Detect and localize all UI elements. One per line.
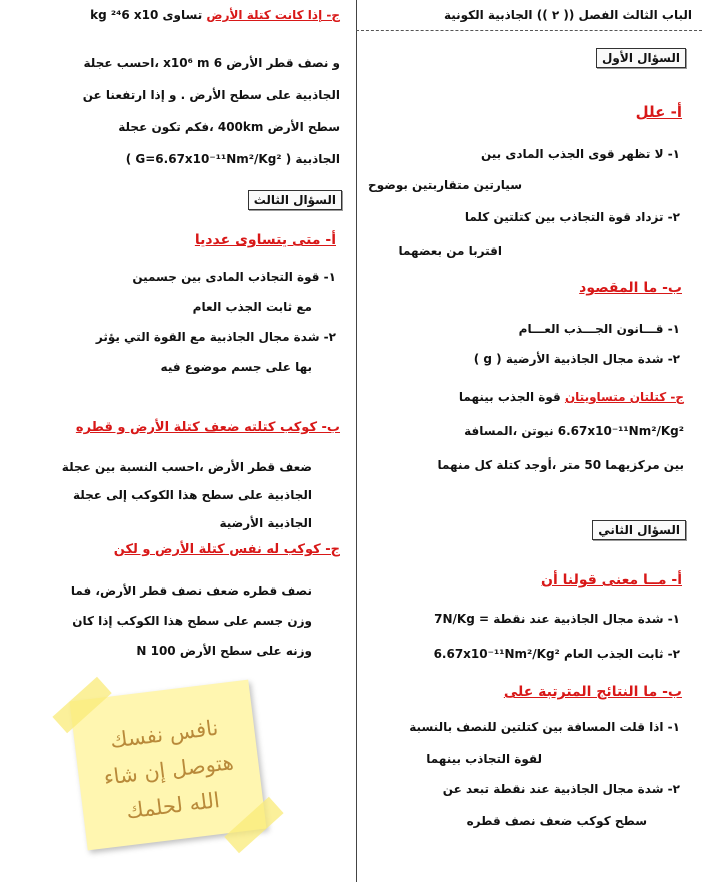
left-c-value: تساوى kg ²⁴6 x10 xyxy=(90,8,203,22)
q1-c-title: ج- كتلتان متساويتان xyxy=(564,390,684,404)
chapter-header-text: الباب الثالث الفصل (( ٢ )) الجاذبية الكونية xyxy=(443,8,692,22)
q2-b2b: سطح كوكب ضعف نصف قطره xyxy=(466,814,647,828)
header-underline xyxy=(356,30,702,31)
q3-title: السؤال الثالث xyxy=(248,190,342,210)
q3-b2: الجاذبية على سطح هذا الكوكب إلى عجلة xyxy=(72,488,312,502)
left-c-line1: و نصف قطر الأرض 6 x10⁶ m ،احسب عجلة xyxy=(83,56,340,70)
q3-a-title: أ- متى يتساوى عدديا xyxy=(194,232,336,248)
q1-c-line2: 6.67x10⁻¹¹Nm²/Kg² نيوتن ،المسافة xyxy=(464,424,684,438)
q2-b-title: ب- ما النتائج المترتبة على xyxy=(503,684,682,700)
left-c-header xyxy=(90,8,340,22)
q2-title: السؤال الثاني xyxy=(592,520,686,540)
left-c-line2: الجاذبية على سطح الأرض . و إذا ارتفعنا عن xyxy=(82,88,340,102)
q1-c-line1-wrap xyxy=(459,390,684,404)
q1-b2: ٢- شدة مجال الجاذبية الأرضية ( g ) xyxy=(473,352,680,366)
q3-c-title: ج- كوكب له نفس كتلة الأرض و لكن xyxy=(113,542,340,557)
chapter-header xyxy=(444,8,692,22)
q1-c-line1: قوة الجذب بينهما xyxy=(458,390,561,404)
q3-b1: ضعف قطر الأرض ،احسب النسبة بين عجلة xyxy=(61,460,312,474)
q3-a1b: مع ثابت الجذب العام xyxy=(192,300,312,314)
note-line2: هتوصل إن شاء xyxy=(102,750,235,790)
q1-b1: ١- قـــانون الجـــذب العـــام xyxy=(518,322,680,336)
q2-a1: ١- شدة مجال الجاذبية عند نقطة = 7N/Kg xyxy=(434,612,680,626)
q3-a1: ١- قوة التجاذب المادى بين جسمين xyxy=(132,270,336,284)
q2-a-title: أ- مــا معنى قولنا أن xyxy=(541,572,682,588)
q3-c1: نصف قطره ضعف نصف قطر الأرض، فما xyxy=(70,584,312,598)
q1-a1b: سيارتين متقاربتين بوضوح xyxy=(368,178,522,192)
tape-left xyxy=(52,677,111,733)
q3-a2b: بها على جسم موضوع فيه xyxy=(160,360,312,374)
note-line1: نافس نفسك xyxy=(108,715,220,753)
q3-b-title: ب- كوكب كتلته ضعف كتلة الأرض و قطره xyxy=(75,420,340,435)
q1-a2: ٢- تزداد قوة التجاذب بين كتلتين كلما xyxy=(464,210,680,224)
q2-b2: ٢- شدة مجال الجاذبية عند نقطة تبعد عن xyxy=(442,782,680,796)
q1-a1: ١- لا تظهر قوى الجذب المادى بين xyxy=(480,147,680,161)
q3-b3: الجاذبية الأرضية xyxy=(219,516,312,530)
q3-a2: ٢- شدة مجال الجاذبية مع القوة التي يؤثر xyxy=(95,330,336,344)
q2-b1b: لقوة التجاذب بينهما xyxy=(426,752,542,766)
q1-a2b: اقتربا من بعضهما xyxy=(398,244,502,258)
column-divider xyxy=(356,0,357,882)
q3-c3: وزنه على سطح الأرض N 100 xyxy=(136,644,312,658)
q1-a-title: أ- علل xyxy=(635,103,682,121)
note-line3: الله لحلمك xyxy=(124,788,222,824)
q2-a2: ٢- ثابت الجذب العام 6.67x10⁻¹¹Nm²/Kg² xyxy=(433,647,680,661)
q1-b-title: ب- ما المقصود xyxy=(579,280,682,296)
left-c-line4: الجاذبية ( G=6.67x10⁻¹¹Nm²/Kg² ) xyxy=(125,152,340,166)
left-c-line3: سطح الأرض 400km ،فكم تكون عجلة xyxy=(118,120,340,134)
q1-c-line3: بين مركزيهما 50 متر ،أوجد كتلة كل منهما xyxy=(437,458,684,472)
q3-c2: وزن جسم على سطح هذا الكوكب إذا كان xyxy=(72,614,312,628)
q1-title: السؤال الأول xyxy=(596,48,686,68)
q2-b1: ١- اذا قلت المسافة بين كتلتين للنصف بالنسبة xyxy=(409,720,680,734)
left-c-title: ج- إذا كانت كتلة الأرض xyxy=(206,8,340,22)
motivation-sticky-note xyxy=(70,680,267,851)
